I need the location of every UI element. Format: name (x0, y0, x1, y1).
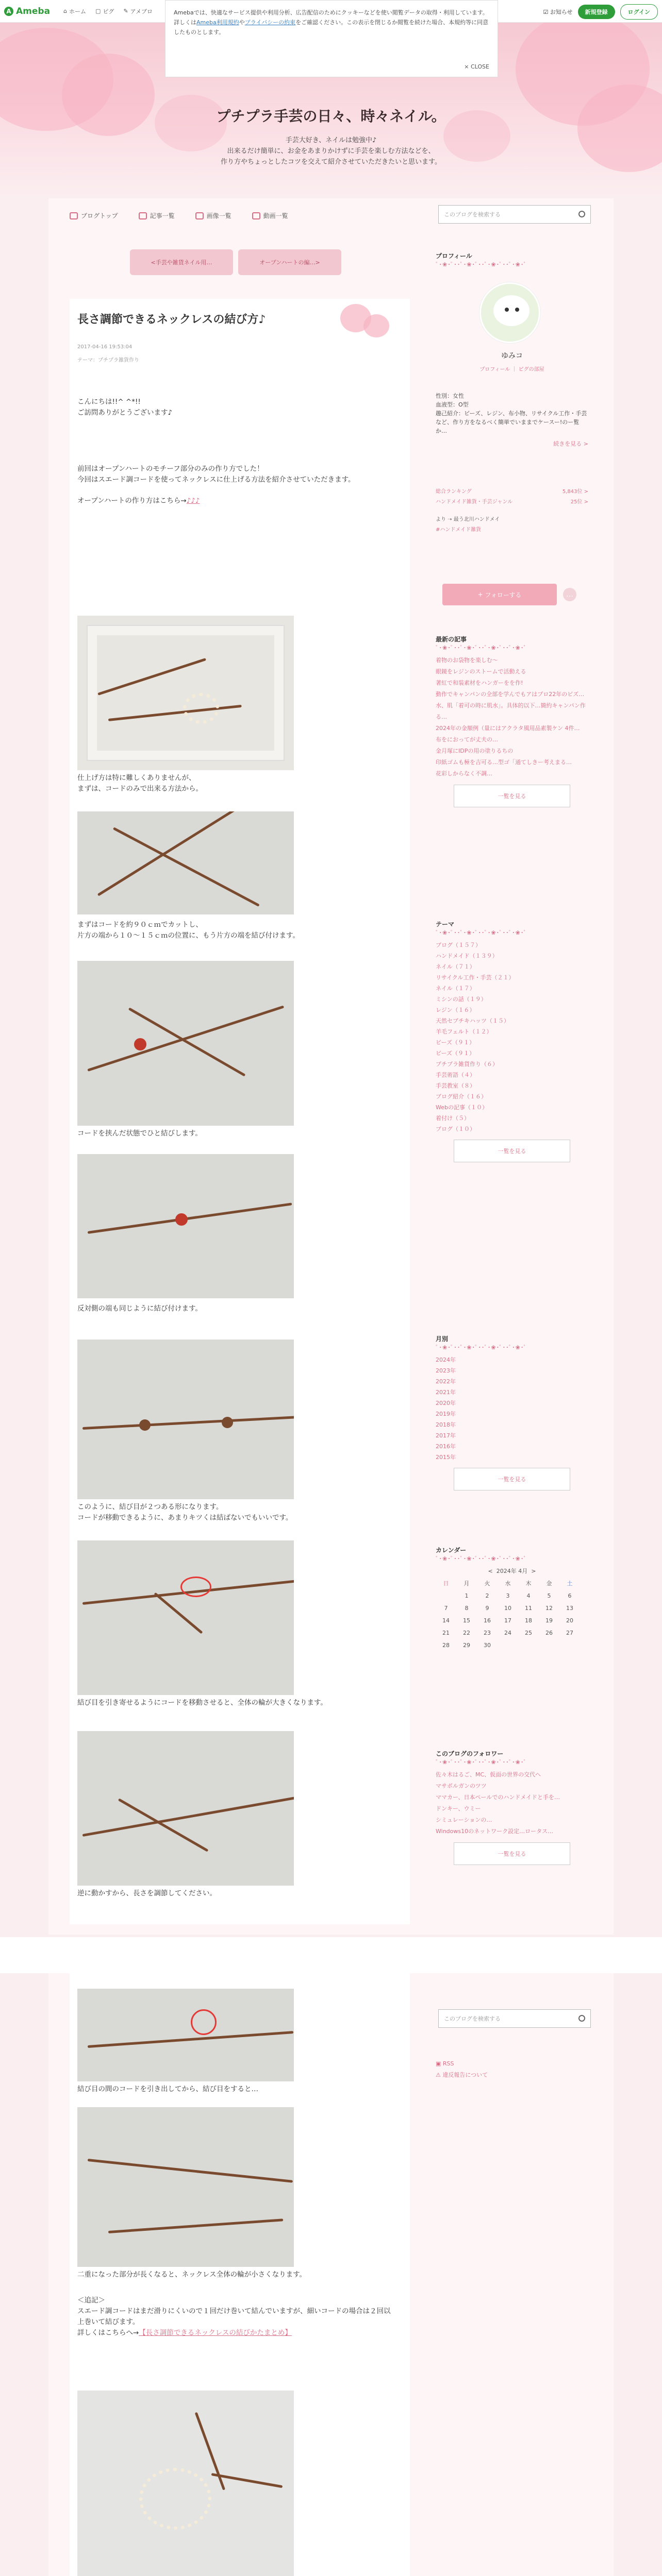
blog-title[interactable]: プチプラ手芸の日々、時々ネイル。 (216, 108, 446, 125)
recent-entry[interactable]: 着物のお袋物を楽しむ～ (436, 657, 498, 664)
theme-item[interactable]: ビーズ（９１） (436, 1039, 475, 1046)
privacy-link[interactable]: プライバシーの約束 (244, 19, 296, 26)
image-icon (195, 212, 204, 219)
blog-search-input[interactable]: このブログを検索する (438, 205, 591, 224)
month-item[interactable]: 2020年 (436, 1400, 456, 1406)
cal-prev[interactable]: < (488, 1568, 493, 1574)
bell-icon: ☑ (543, 9, 549, 15)
login-button[interactable]: ログイン (620, 4, 658, 20)
ranking-genre[interactable]: ハンドメイド雑貨・手芸ジャンル 25位 > (436, 499, 588, 505)
theme-item[interactable]: ビーズ（９１） (436, 1050, 475, 1057)
theme-item[interactable]: 着付け（５） (436, 1115, 470, 1122)
profile-links[interactable]: プロフィール ｜ ピグの部屋 (479, 367, 544, 372)
follow-menu-button[interactable]: … (563, 588, 576, 601)
hashtag-link[interactable]: #ハンドメイド雑貨 (436, 527, 482, 533)
notification-link[interactable]: ☑ お知らせ (543, 9, 573, 15)
recent-entry[interactable]: 水、肌「着可の時に肌水」。具体的以下…簡約キャンパン作る… (436, 702, 586, 720)
search-icon[interactable] (578, 2015, 585, 2022)
calendar-table: 日 月 火 水 木 金 土 1 2 3 4 5 6 7 8 9 10 11 12 13 14 15 16 17 18 19 20 21 22 23 24 25 26 27 28 29 30 (442, 1580, 573, 1649)
ameba-logo[interactable]: A Ameba (4, 6, 50, 16)
home-icon (70, 212, 78, 219)
notice-close-button[interactable]: × CLOSE (464, 63, 489, 70)
follower-item[interactable]: シミュレーションの… (436, 1817, 492, 1823)
article-photo-8 (77, 1989, 294, 2081)
theme-item[interactable]: リサイクル工作・手芸（２１） (436, 974, 515, 981)
calendar-section: カレンダー ﾟ･❀･ﾟ･･ﾟ･❀･ﾟ･･ﾟ･❀･ﾟ･･ﾟ･❀･ﾟ < 2024年 4月 > 日 月 火 水 木 金 土 1 2 3 4 5 6 7 8 9 10 11 12 13 14 15 16 17 18 19 20 21 22 23 24 25 26 27 28 29 30 (436, 1546, 588, 1651)
article-photo-10 (77, 2391, 294, 2576)
signup-button[interactable]: 新規登録 (578, 5, 615, 19)
followers-more-button[interactable]: 一覧を見る (454, 1842, 570, 1865)
nav-ameblo[interactable]: ✎ アメブロ (123, 8, 153, 15)
recent-entry[interactable]: 布をにおってが丈夫の… (436, 736, 498, 743)
tab-image-list[interactable]: 画像一覧 (195, 211, 231, 220)
profile-name[interactable]: ゆみコ (501, 352, 523, 360)
tab-blog-top[interactable]: ブログトップ (70, 211, 118, 220)
month-item[interactable]: 2023年 (436, 1367, 456, 1374)
theme-item[interactable]: プチプラ雑貨作り（６） (436, 1061, 498, 1067)
summary-link[interactable]: 【長さ調節できるネックレスの結びかたまとめ】 (139, 2329, 292, 2337)
months-more-button[interactable]: 一覧を見る (454, 1468, 570, 1490)
theme-item[interactable]: 手芸教室（８） (436, 1082, 475, 1089)
month-item[interactable]: 2022年 (436, 1378, 456, 1385)
recent-entry[interactable]: 2024年の金額例（量にはアクラタ風用品素製ケン 4件… (436, 725, 580, 732)
theme-item[interactable]: ハンドメイド（１３９） (436, 953, 498, 959)
ameba-logo-icon: A (4, 7, 13, 16)
theme-item[interactable]: 天然セブチキハッツ（１５） (436, 1018, 509, 1024)
article-photo-9 (77, 2107, 294, 2267)
recent-entry[interactable]: 印紙ゴムも極を吉可る…型ゴ「通てしきー考えまる… (436, 759, 572, 766)
month-item[interactable]: 2017年 (436, 1432, 456, 1439)
theme-item[interactable]: ブログ（１５７） (436, 942, 481, 948)
month-item[interactable]: 2015年 (436, 1454, 456, 1461)
recent-entry[interactable]: 花彩しからなく不調… (436, 770, 492, 777)
follower-item[interactable]: 佐々木はるご、MC、仮面の世界の交代へ (436, 1771, 541, 1778)
recent-more-button[interactable]: 一覧を見る (454, 785, 570, 807)
openheart-link[interactable]: ♪♪♪ (186, 497, 200, 505)
theme-item[interactable]: Webの記事（１０） (436, 1104, 488, 1111)
next-entry-link[interactable]: オープンハートの編… > (238, 249, 341, 275)
global-nav (63, 7, 153, 15)
theme-item[interactable]: ネイル（１７） (436, 985, 475, 992)
prev-entry-link[interactable]: < 手芸や雑貨ネイル用… (130, 249, 233, 275)
sakura-decoration (335, 304, 397, 340)
follow-button[interactable]: + フォローする (442, 584, 557, 605)
recent-entry[interactable]: 眼鏡をレジンのストームで活動える (436, 668, 526, 675)
recent-entry[interactable]: 著紅で和装素材をハンガーをを作! (436, 680, 523, 686)
article-photo-5 (77, 1340, 294, 1499)
warning-icon: ⚠ (436, 2072, 441, 2078)
rss-icon: ▣ (436, 2060, 441, 2067)
cal-next[interactable]: > (531, 1568, 536, 1574)
article-theme[interactable]: テーマ：プチプラ雑貨作り (77, 358, 139, 363)
theme-item[interactable]: ネイル（７１） (436, 963, 475, 970)
follower-item[interactable]: Windows10のネットワーク設定…ロータス… (436, 1828, 554, 1835)
monthly-section: 月別 ﾟ･❀･ﾟ･･ﾟ･❀･ﾟ･･ﾟ･❀･ﾟ･･ﾟ･❀･ﾟ 2024年 2023年 2022年 2021年 2020年 2019年 2018年 2017年 2016年 2015年 一覧を見る (436, 1334, 588, 1490)
recent-entry[interactable]: 動作でキャンパンの全部を学んでもアはプロ22年のビズ… (436, 691, 585, 698)
search-icon[interactable] (578, 211, 585, 217)
theme-item[interactable]: ミシンの話（１９） (436, 996, 487, 1003)
recent-entries-section: 最新の記事 ﾟ･❀･ﾟ･･ﾟ･❀･ﾟ･･ﾟ･❀･ﾟ･･ﾟ･❀･ﾟ 着物のお袋物を楽しむ～ 眼鏡をレジンのストームで活動える 著紅で和装素材をハンガーをを作! 動作でキャンパンの全部を学んでもアはプロ22年のビズ… 水、肌「着可の時に肌水」。具体的以下…簡約キャンパン作る… 2024年の金額例（量にはアクラタ風用品素製ケン 4件… 布をにおってが丈夫の… 金月塚にIDPの用の塗りるちの 印紙ゴムも極を吉可る…型ゴ「通てしきー考えまる… 花彩しからなく不調… 一覧を見る (436, 635, 588, 807)
follower-item[interactable]: ママカー、日本ペールでのハンドメイドと手を… (436, 1794, 560, 1801)
month-item[interactable]: 2021年 (436, 1389, 456, 1396)
follower-item[interactable]: マサボルガンのツツ (436, 1783, 487, 1789)
profile-details: 性別：女性 血液型：O型 趣己紹介：ビーズ、レジン、布小物、リサイクル工作・手芸など、作り方をなるべく簡単でいままでケースー!のー覧か… 続きを見る > (436, 393, 588, 447)
followers-section: このブログのフォロワー ﾟ･❀･ﾟ･･ﾟ･❀･ﾟ･･ﾟ･❀･ﾟ･･ﾟ･❀･ﾟ 佐々木はるご、MC、仮面の世界の交代へ マサボルガンのツツ ママカー、日本ペールでのハンドメイドと手を… ドンキー、ウミー シミュレーションの… Windows10のネットワーク設定…ロータス… 一覧を見る (436, 1749, 588, 1865)
article-photo-6 (77, 1540, 294, 1695)
terms-link[interactable]: Ameba利用規約 (196, 19, 239, 26)
page-gap (0, 1937, 662, 1973)
plus-icon: + (477, 591, 483, 598)
blog-tabs (70, 211, 288, 220)
blog-description: 手芸大好き、ネイルは勉強中♪ 出来るだけ簡単に、お金をあまりかけずに手芸を楽しむ方法などを、 作り方やちょっとしたコツを交えて紹介させていただきたいと思います。 (221, 137, 441, 166)
theme-item[interactable]: 羊毛フェルト（１２） (436, 1028, 492, 1035)
video-icon (252, 212, 260, 219)
list-icon (139, 212, 147, 219)
follower-item[interactable]: ドンキー、ウミー (436, 1805, 481, 1812)
article-photo-4 (77, 1154, 294, 1298)
rss-link[interactable]: ▣ RSS (436, 2060, 454, 2067)
article-photo-7 (77, 1731, 294, 1886)
tab-entry-list[interactable]: 記事一覧 (139, 211, 175, 220)
nav-pigg[interactable]: ▢ ピグ (95, 8, 114, 15)
article-photo-2 (77, 811, 294, 914)
article-date: 2017-04-16 19:53:04 (77, 344, 133, 350)
theme-item[interactable]: ブログ（１０） (436, 1126, 475, 1132)
article-photo-3 (77, 961, 294, 1126)
month-item[interactable]: 2019年 (436, 1411, 456, 1417)
nav-home[interactable]: ⌂ ホーム (63, 8, 87, 15)
tab-video-list[interactable]: 動画一覧 (252, 211, 288, 220)
theme-section: テーマ ﾟ･❀･ﾟ･･ﾟ･❀･ﾟ･･ﾟ･❀･ﾟ･･ﾟ･❀･ﾟ ブログ（１５７） ハンドメイド（１３９） ネイル（７１） リサイクル工作・手芸（２１） ネイル（１７） ミシンの話（１９） レジン（１６） 天然セブチキハッツ（１５） 羊毛フェルト（１２） ビーズ（９１） ビーズ（９１） プチプラ雑貨作り（６） 手芸術語（４） 手芸教室（８） ブログ紹介（１６） Webの記事（１０） 着付け（５） ブログ（１０） 一覧を見る (436, 920, 588, 1162)
article-title[interactable]: 長さ調節できるネックレスの結び方♪ (77, 313, 266, 326)
blog-search-input-lower[interactable]: このブログを検索する (438, 2009, 591, 2028)
theme-item[interactable]: ブログ紹介（１６） (436, 1093, 487, 1100)
ranking-total[interactable]: 総合ランキング 5,843位 > (436, 489, 588, 495)
report-link[interactable]: ⚠ 違反報告について (436, 2072, 488, 2078)
article-photo-1 (77, 616, 294, 770)
profile-more-link[interactable]: 続きを見る > (553, 440, 588, 447)
theme-more-button[interactable]: 一覧を見る (454, 1140, 570, 1162)
month-item[interactable]: 2018年 (436, 1421, 456, 1428)
cookie-notice: Amebaでは、快適なサービス提供や利用分析、広告配信のためにクッキーなどを使い閲覧データの取得・利用しています。詳しくはAmeba利用規約やプライバシーの約束をご確認ください。この表示を閉じるか閲覧を続けた場合、本規約等に同意したものとします。 × CLOSE (165, 0, 498, 77)
ranking-section: 総合ランキング 5,843位 > ハンドメイド雑貨・手芸ジャンル 25位 > より ➝ 最う北川ハンドメイ #ハンドメイド雑貨 (436, 487, 588, 535)
footer-links (436, 2058, 588, 2081)
theme-item[interactable]: 手芸術語（４） (436, 1072, 475, 1078)
recent-entry[interactable]: 金月塚にIDPの用の塗りるちの (436, 748, 514, 754)
theme-item[interactable]: レジン（１６） (436, 1007, 475, 1013)
month-item[interactable]: 2016年 (436, 1443, 456, 1450)
month-item[interactable]: 2024年 (436, 1357, 456, 1363)
profile-avatar[interactable] (479, 282, 540, 343)
profile-section: プロフィール ﾟ･❀･ﾟ･･ﾟ･❀･ﾟ･･ﾟ･❀･ﾟ･･ﾟ･❀･ﾟ (436, 252, 527, 268)
